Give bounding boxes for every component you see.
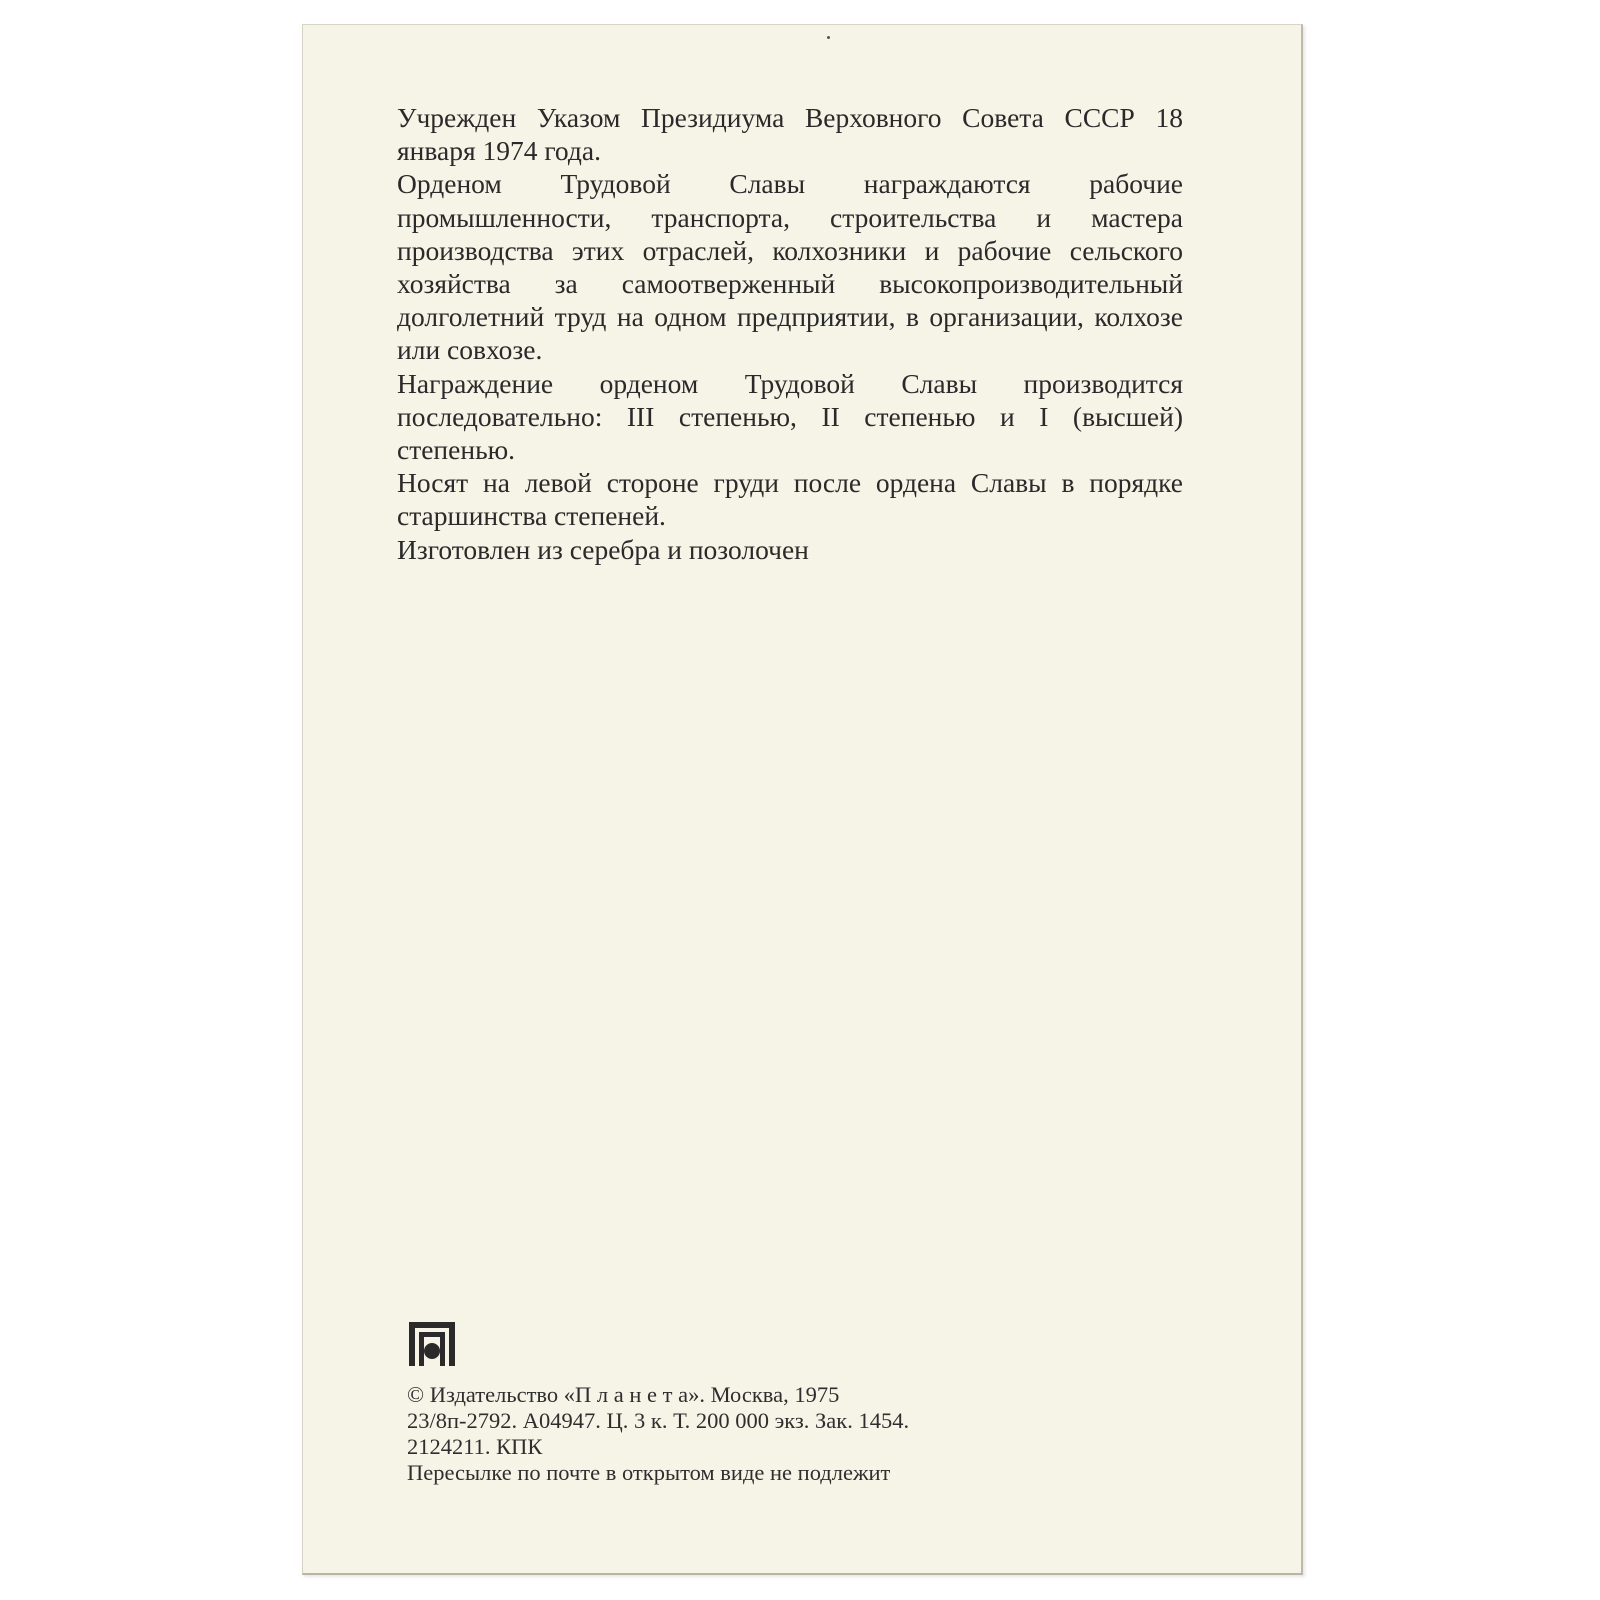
paragraph-wearing: Носят на левой стороне груди после ордена Славы в порядке старшинства степеней. [397,467,1183,532]
imprint-mail-notice: Пересылке по почте в открытом виде не подлежит [407,1460,891,1485]
paragraph-material: Изготовлен из серебра и позолочен [397,533,809,565]
imprint-print-info-line: 23/8п-2792. А04947. Ц. 3 к. Т. 200 000 экз. Зак. 1454. [407,1408,910,1433]
planeta-publisher-logo-icon [407,1320,457,1368]
award-description [397,101,1183,566]
paragraph-degrees: Награждение орденом Трудовой Славы производится последовательно: III степенью, II степенью и I (высшей) степенью. [397,367,1183,466]
postcard-back [302,24,1303,1575]
paragraph-recipients: Орденом Трудовой Славы награждаются рабочие промышленности, транспорта, строительства и мастера производства этих отраслей, колхозники и рабочие сельского хозяйства за самоотверженный высокопроизводительный долголетний труд на одном предприятии, в организации, колхозе или совхозе. [397,168,1183,366]
imprint-publisher-line: © Издательство «П л а н е т а». Москва, 1975 [407,1382,840,1407]
imprint-code-line: 2124211. КПК [407,1434,543,1459]
ink-speck [827,36,830,39]
paragraph-established: Учрежден Указом Президиума Верховного Совета СССР 18 января 1974 года. [397,102,1183,167]
publisher-imprint [407,1382,1107,1486]
